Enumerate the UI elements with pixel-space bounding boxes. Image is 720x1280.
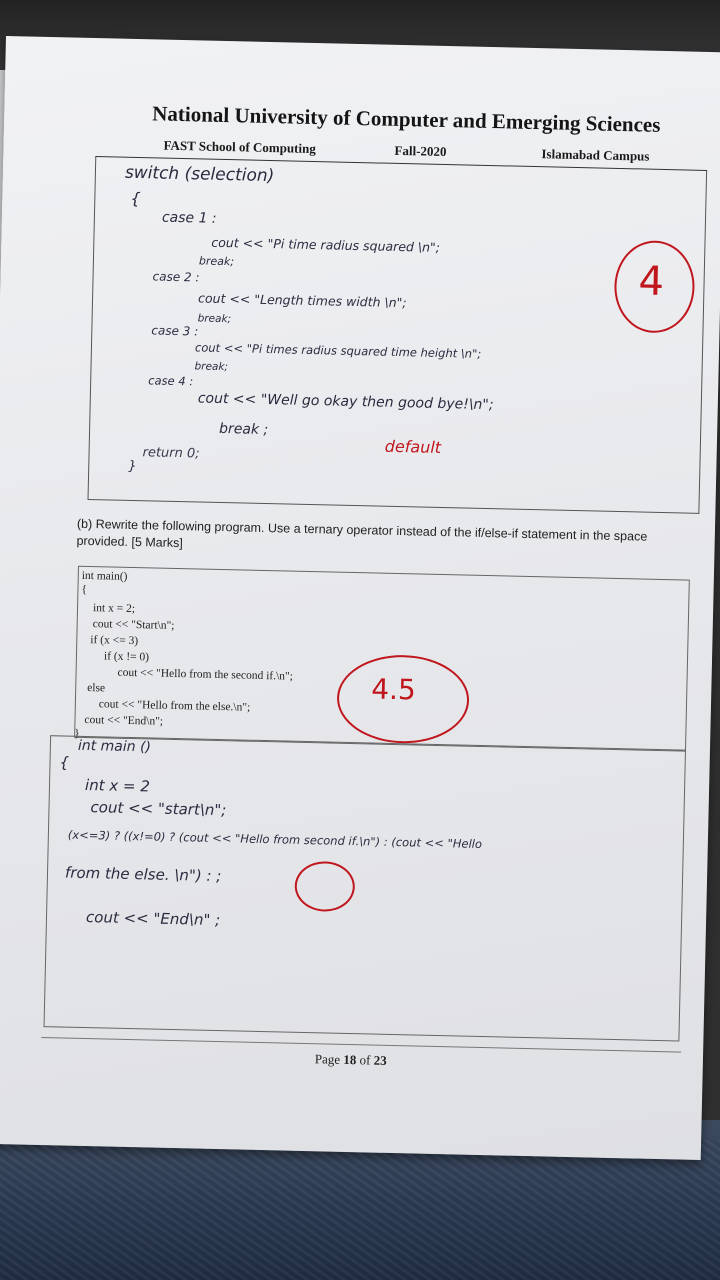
- answer-a-line: cout << "Well go okay then good bye!\n";: [197, 390, 494, 414]
- question-b: [76, 516, 677, 564]
- page-word: Page: [314, 1051, 341, 1067]
- code-line: int main(): [81, 569, 128, 583]
- fabric-texture: [0, 1140, 720, 1280]
- page-total: 23: [373, 1052, 387, 1068]
- campus: Islamabad Campus: [541, 146, 650, 164]
- code-line: {: [81, 583, 88, 596]
- code-line: int x = 2;: [92, 602, 136, 616]
- code-line: cout << "Start\n";: [92, 618, 175, 632]
- grade-a: 4: [638, 258, 665, 305]
- answer-b-line: int x = 2: [84, 775, 151, 796]
- answer-a-line: }: [128, 458, 137, 475]
- term: Fall-2020: [394, 142, 447, 160]
- answer-a-line: case 3 :: [151, 323, 199, 339]
- answer-b-line: int main (): [77, 737, 152, 756]
- answer-a-line: cout << "Pi time radius squared \n";: [211, 234, 441, 255]
- page-number: [315, 1051, 387, 1069]
- code-line: cout << "Hello from the else.\n";: [98, 698, 251, 714]
- code-line: }: [74, 727, 80, 740]
- answer-a-line: break;: [194, 360, 229, 374]
- answer-a-line: case 2 :: [152, 269, 200, 285]
- answer-b-line: {: [59, 753, 70, 772]
- page-of: of: [359, 1052, 371, 1068]
- answer-a-line: return 0;: [142, 445, 200, 462]
- code-line: cout << "End\n";: [84, 713, 164, 728]
- school-name: FAST School of Computing: [163, 137, 317, 157]
- answer-a-line: cout << "Pi times radius squared time height \n";: [194, 340, 482, 361]
- answer-a-line: break ;: [218, 420, 269, 439]
- answer-a-line: break;: [197, 312, 232, 326]
- code-line: if (x <= 3): [90, 634, 139, 648]
- default-note: default: [384, 436, 442, 457]
- answer-b-line: (x<=3) ? ((x!=0) ? (cout << "Hello from second if.\n") : (cout << "Hello: [67, 827, 483, 852]
- answer-a-line: case 4 :: [148, 373, 194, 389]
- answer-b-line: cout << "start\n";: [90, 798, 227, 820]
- code-line: cout << "Hello from the second if.\n";: [117, 666, 294, 683]
- code-line: if (x != 0): [103, 650, 150, 664]
- question-b-text: Rewrite the following program. Use a ternary operator instead of the if/else-if statement in the space provided. [5 Marks]: [76, 517, 648, 551]
- answer-a-line: break;: [198, 254, 235, 269]
- answer-a-line: cout << "Length times width \n";: [197, 290, 407, 311]
- code-line: else: [87, 682, 106, 695]
- university-title: National University of Computer and Emerging Sciences: [152, 101, 661, 137]
- answer-a-line: switch (selection): [124, 162, 275, 187]
- answer-b-line: from the else. \n") : ;: [64, 863, 222, 886]
- page-current: 18: [343, 1051, 357, 1068]
- answer-a-line: case 1 :: [161, 209, 217, 227]
- grade-b: 4.5: [370, 672, 417, 707]
- exam-page: [0, 36, 720, 1160]
- answer-b-line: cout << "End\n" ;: [85, 908, 221, 930]
- question-b-label: (b): [76, 516, 93, 532]
- answer-a-line: {: [130, 188, 141, 209]
